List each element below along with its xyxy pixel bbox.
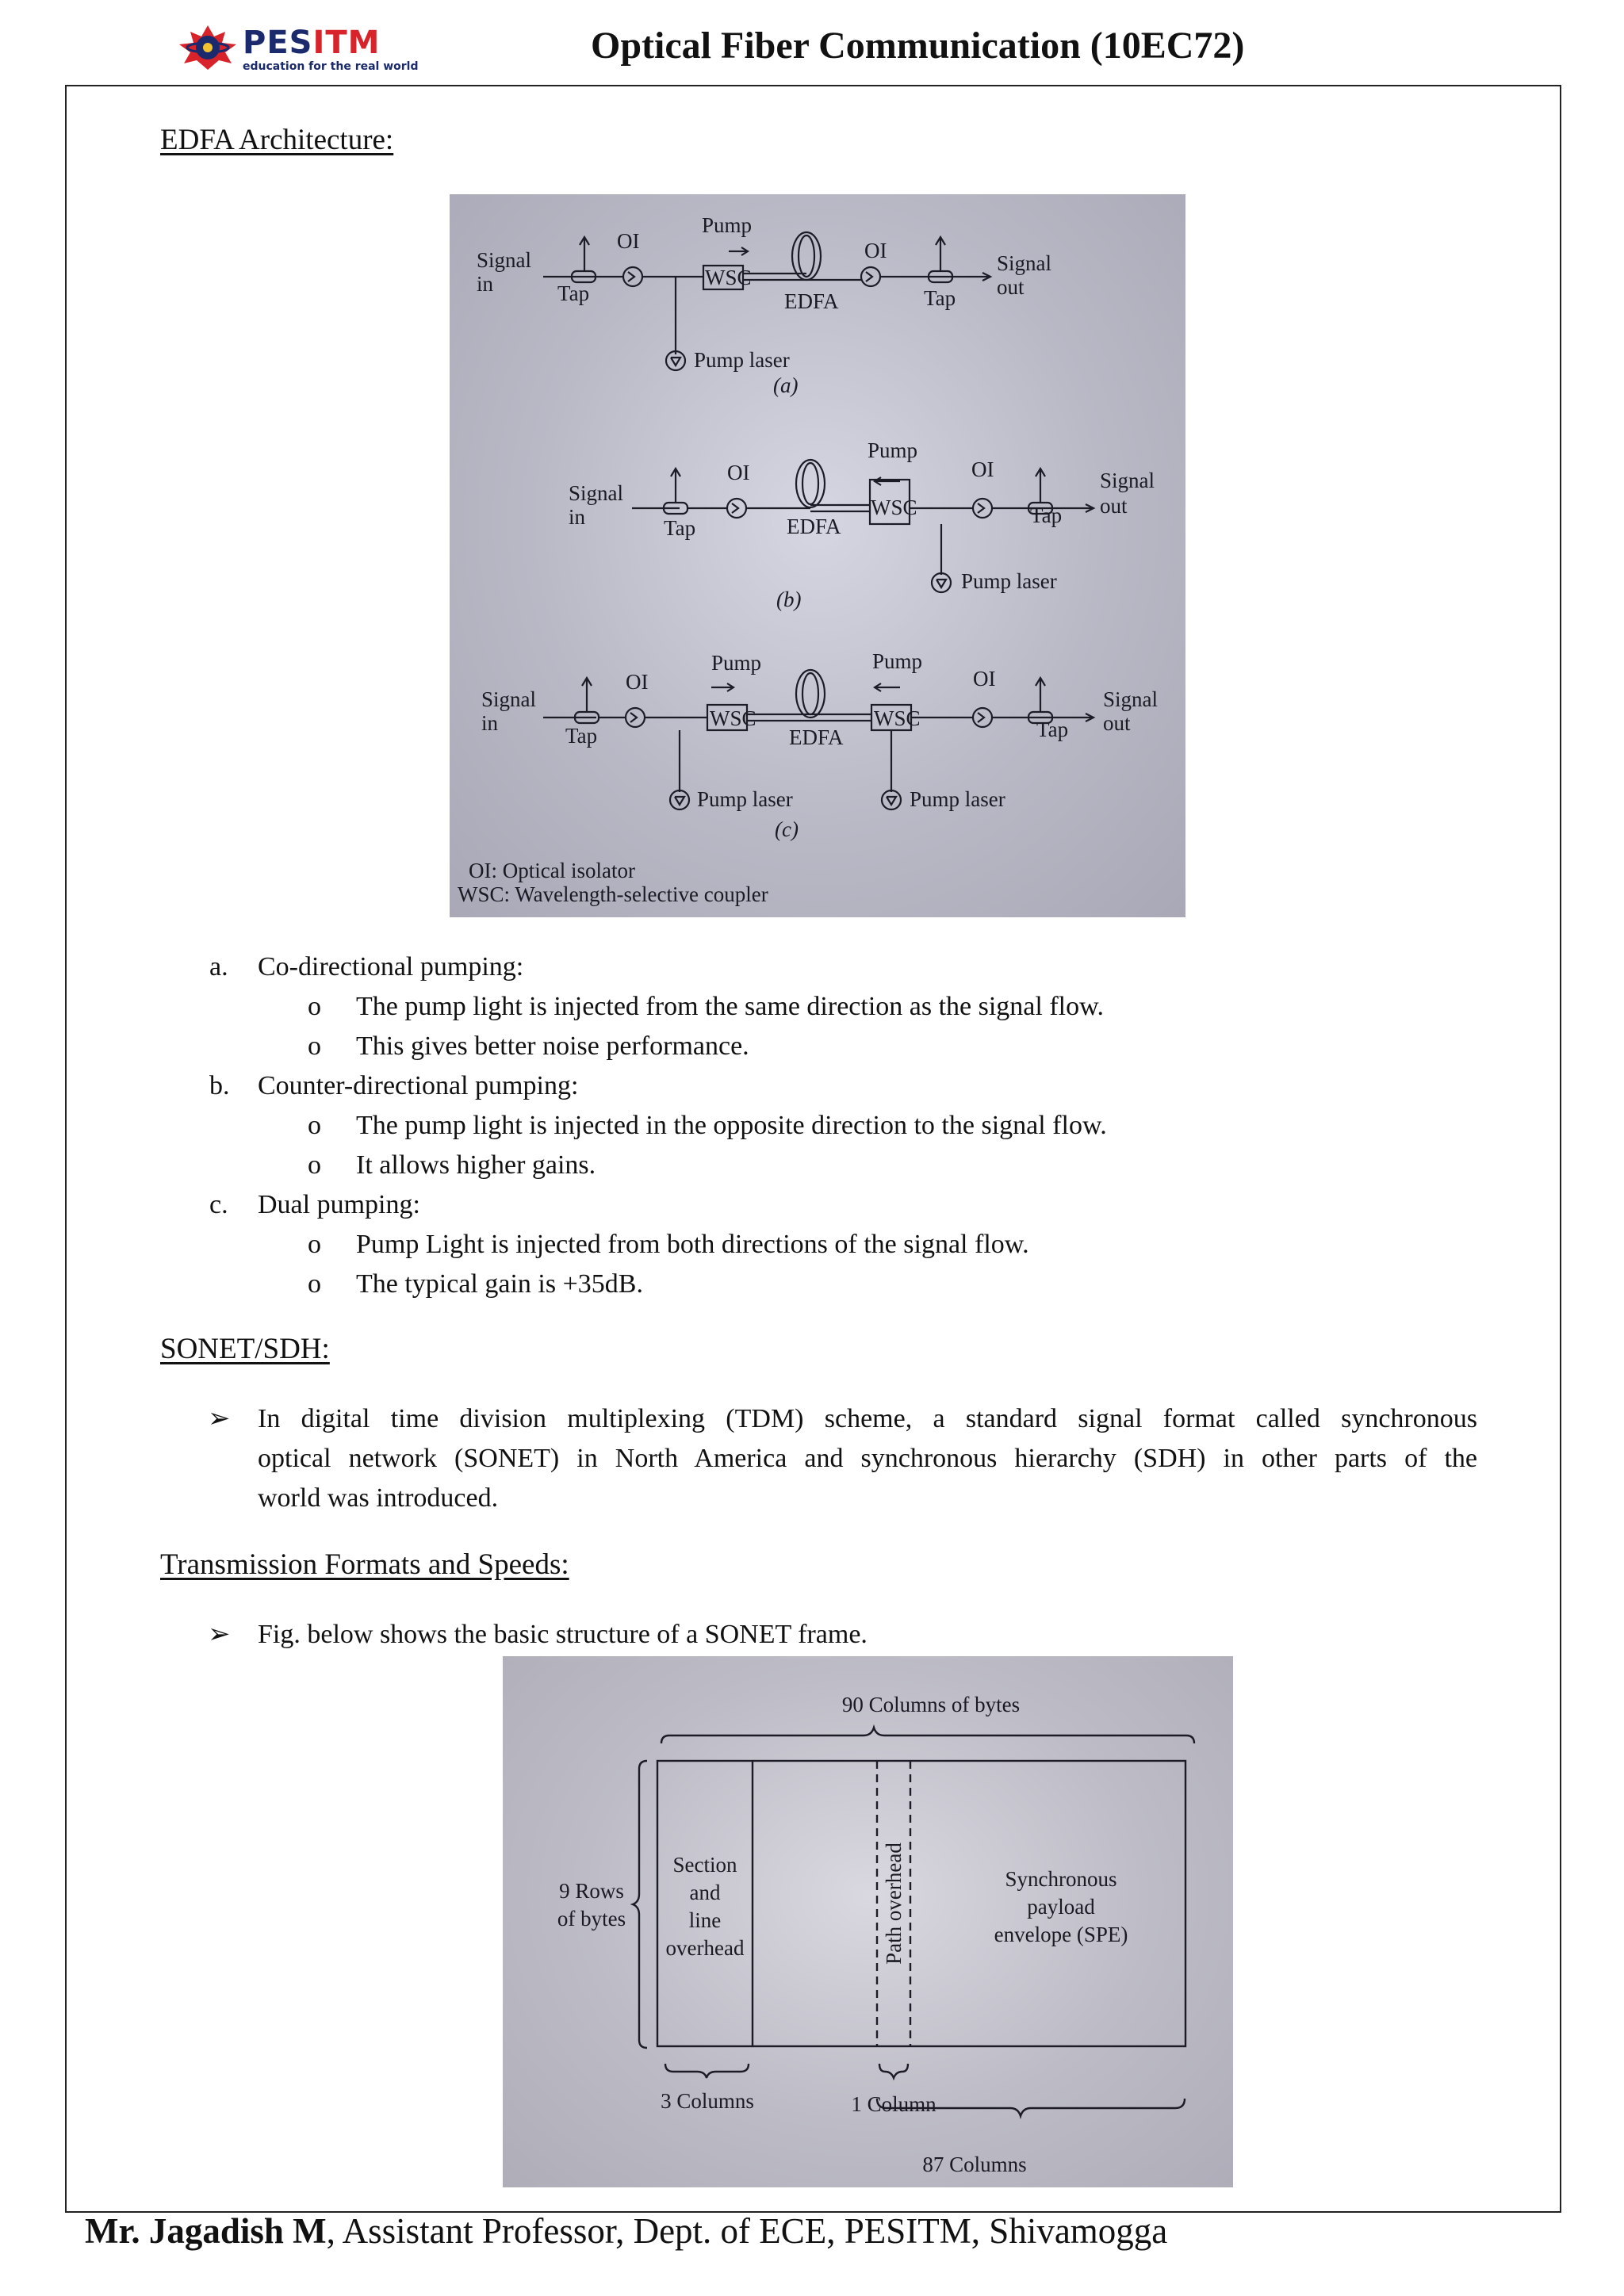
- brace-3-columns: [665, 2064, 749, 2078]
- bullet-marker: o: [308, 992, 321, 1021]
- list-marker-b: b.: [209, 1071, 230, 1100]
- legend-oi: OI: Optical isolator: [469, 859, 635, 882]
- page-header: [0, 0, 1624, 83]
- label-87-columns: 87 Columns: [922, 2152, 1027, 2176]
- label-signal-a-out: Signal: [997, 251, 1052, 275]
- arrow-bullet-icon: ➢: [208, 1404, 231, 1433]
- label-a: (a): [773, 373, 799, 397]
- list-marker-c: c.: [209, 1190, 228, 1219]
- gear-emblem-icon: [176, 25, 239, 71]
- label-in-b: in: [569, 505, 586, 529]
- arrow-bullet-icon: ➢: [208, 1620, 231, 1649]
- pesitm-logo: [176, 21, 422, 76]
- label-line: line: [688, 1908, 722, 1932]
- label-tap-a2: Tap: [924, 286, 956, 310]
- label-pump-laser-b: Pump laser: [961, 569, 1057, 593]
- label-pump-a: Pump: [702, 213, 753, 237]
- label-tap-b1: Tap: [664, 516, 696, 540]
- label-1-column: 1 Column: [851, 2092, 936, 2116]
- brace-1-column: [879, 2064, 908, 2078]
- optical-isolator-c2: [973, 708, 992, 727]
- edfa-coil-b: [796, 460, 825, 507]
- list-subitem: It allows higher gains.: [356, 1150, 596, 1180]
- label-b: (b): [776, 587, 802, 611]
- list-marker-a: a.: [209, 952, 228, 982]
- list-subitem: The pump light is injected in the opposite direction to the signal flow.: [356, 1111, 1107, 1140]
- label-pump-b: Pump: [868, 438, 918, 462]
- list-subitem: The pump light is injected from the same direction as the signal flow.: [356, 992, 1104, 1021]
- list-subitem: Pump Light is injected from both directions of the signal flow.: [356, 1230, 1029, 1259]
- label-out-c: out: [1103, 711, 1131, 735]
- legend-wsc: WSC: Wavelength-selective coupler: [458, 882, 768, 906]
- label-out-b: out: [1100, 494, 1128, 518]
- optical-isolator-a2: [861, 267, 880, 286]
- label-pump-laser-c1: Pump laser: [697, 787, 793, 811]
- transmission-formats-heading: Transmission Formats and Speeds:: [160, 1548, 569, 1581]
- paragraph-line: In digital time division multiplexing (TDM) scheme, a standard signal format called synchronous: [258, 1404, 1477, 1433]
- label-out-a: out: [997, 275, 1025, 299]
- label-oi-b1: OI: [727, 461, 750, 484]
- label-in-c: in: [481, 711, 499, 735]
- label-signal-b-out: Signal: [1100, 469, 1155, 492]
- bullet-marker: o: [308, 1230, 321, 1259]
- logo-name: PESITM: [243, 25, 381, 61]
- sonet-paragraph: [258, 1399, 1477, 1518]
- label-signal-c-out: Signal: [1103, 687, 1159, 711]
- bullet-marker: o: [308, 1150, 321, 1180]
- label-of-bytes: of bytes: [557, 1907, 626, 1931]
- label-and: and: [689, 1881, 721, 1904]
- brace-9-rows: [633, 1761, 647, 2048]
- sonet-frame-intro: Fig. below shows the basic structure of a SONET frame.: [258, 1620, 868, 1649]
- page-title: Optical Fiber Communication (10EC72): [591, 25, 1245, 67]
- label-wsc-a: WSC: [705, 266, 752, 289]
- label-signal-a-in: Signal: [477, 248, 532, 272]
- label-c: (c): [775, 817, 799, 841]
- paragraph-line: world was introduced.: [258, 1483, 499, 1513]
- sonet-frame-figure: [503, 1656, 1233, 2187]
- label-signal-b-in: Signal: [569, 481, 624, 505]
- label-payload: payload: [1027, 1895, 1095, 1919]
- edfa-architecture-heading: EDFA Architecture:: [160, 124, 394, 156]
- label-wsc-c1: WSC: [710, 706, 756, 730]
- label-synchronous: Synchronous: [1005, 1867, 1117, 1891]
- label-tap-c1: Tap: [565, 724, 598, 748]
- label-edfa-a: EDFA: [784, 289, 839, 313]
- edfa-coil-c: [796, 670, 825, 718]
- edfa-architecture-figure: [450, 194, 1185, 917]
- label-section: Section: [672, 1853, 737, 1877]
- label-signal-c-in: Signal: [481, 687, 537, 711]
- optical-isolator-b2: [973, 499, 992, 518]
- label-9-rows: 9 Rows: [559, 1879, 624, 1903]
- sonet-sdh-heading: SONET/SDH:: [160, 1333, 330, 1365]
- paragraph-line: optical network (SONET) in North America and synchronous hierarchy (SDH) in other parts of the: [258, 1444, 1477, 1473]
- label-wsc-c2: WSC: [874, 706, 921, 730]
- label-oi-a1: OI: [617, 229, 640, 253]
- pump-laser-c2: [882, 790, 901, 809]
- logo-tagline: education for the real world: [243, 60, 419, 73]
- brace-90-columns: [661, 1728, 1194, 1743]
- label-90-columns: 90 Columns of bytes: [841, 1693, 1021, 1716]
- label-tap-a1: Tap: [557, 281, 590, 305]
- label-wsc-b: WSC: [871, 496, 917, 519]
- label-envelope-spe: envelope (SPE): [994, 1923, 1128, 1946]
- label-path-overhead: Path overhead: [882, 1843, 906, 1965]
- label-tap-b2: Tap: [1030, 503, 1063, 527]
- optical-isolator-c1: [626, 708, 645, 727]
- list-item-co-directional: Co-directional pumping:: [258, 952, 524, 982]
- label-pump-c1: Pump: [711, 651, 762, 675]
- label-oi-c1: OI: [626, 670, 649, 694]
- sonet-frame-outline: [657, 1761, 1185, 2046]
- label-in-a: in: [477, 272, 494, 296]
- bullet-marker: o: [308, 1269, 321, 1299]
- author-details: , Assistant Professor, Dept. of ECE, PESITM, Shivamogga: [326, 2211, 1168, 2251]
- label-tap-c2: Tap: [1036, 718, 1069, 741]
- pump-laser-c1: [670, 790, 689, 809]
- bullet-marker: o: [308, 1031, 321, 1061]
- label-overhead: overhead: [665, 1936, 745, 1960]
- label-oi-a2: OI: [864, 239, 887, 262]
- optical-isolator-b1: [727, 499, 746, 518]
- list-subitem: This gives better noise performance.: [356, 1031, 749, 1061]
- label-oi-b2: OI: [971, 457, 994, 481]
- label-pump-laser-a: Pump laser: [694, 348, 790, 372]
- label-oi-c2: OI: [973, 667, 996, 691]
- bullet-marker: o: [308, 1111, 321, 1140]
- author-name: Mr. Jagadish M: [85, 2211, 327, 2251]
- list-item-counter-directional: Counter-directional pumping:: [258, 1071, 579, 1100]
- label-pump-c2: Pump: [872, 649, 923, 673]
- label-edfa-c: EDFA: [789, 725, 844, 749]
- optical-isolator-a1: [623, 267, 642, 286]
- pump-laser-b: [932, 573, 951, 592]
- page-footer: [85, 2210, 1167, 2252]
- label-edfa-b: EDFA: [787, 515, 841, 538]
- label-3-columns: 3 Columns: [661, 2089, 754, 2113]
- label-pump-laser-c2: Pump laser: [910, 787, 1005, 811]
- list-subitem: The typical gain is +35dB.: [356, 1269, 643, 1299]
- list-item-dual-pumping: Dual pumping:: [258, 1190, 420, 1219]
